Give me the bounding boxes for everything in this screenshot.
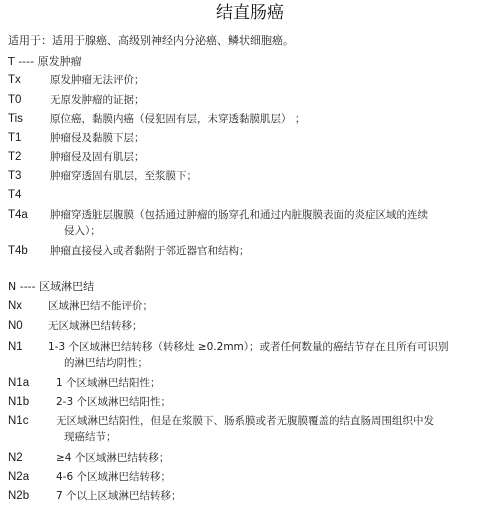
document-title: 结直肠癌	[216, 3, 284, 23]
t-code: T3	[8, 170, 22, 182]
n-code: Nx	[8, 300, 23, 312]
n-code: N0	[8, 320, 23, 332]
n-code: N1a	[8, 377, 30, 389]
n-desc: 无区域淋巴结转移；	[48, 320, 143, 332]
t-code: Tx	[8, 74, 21, 86]
n-desc: 7 个以上区域淋巴结转移；	[56, 490, 182, 502]
n-desc: 1 个区域淋巴结阳性；	[56, 377, 161, 389]
n-code: N1b	[8, 396, 30, 408]
n-desc: ≥4 个区域淋巴结转移；	[56, 452, 170, 464]
n-code: N2	[8, 452, 23, 464]
n-desc: 4-6 个区域淋巴结转移；	[56, 471, 171, 483]
t-desc-continued: 侵入）；	[64, 225, 101, 237]
t-code: T0	[8, 94, 22, 106]
n-desc: 2-3 个区域淋巴结阳性；	[56, 396, 171, 408]
t-desc: 原位癌，黏膜内癌（侵犯固有层，未穿透黏膜肌层） ；	[50, 113, 306, 125]
n-code: N2b	[8, 490, 30, 502]
n-desc: 1-3 个区域淋巴结转移（转移灶 ≥0.2mm）；或者任何数量的癌结节存在且所有可识别	[48, 341, 449, 353]
n-desc: 无区域淋巴结阳性，但是在浆膜下、肠系膜或者无腹膜覆盖的结直肠周围组织中发	[56, 415, 434, 427]
n-desc-continued: 的淋巴结均阴性；	[64, 357, 148, 369]
n-code: N1	[8, 341, 23, 353]
n-section-header: N ---- 区域淋巴结	[8, 280, 95, 293]
n-code: N2a	[8, 471, 30, 483]
n-code: N1c	[8, 415, 29, 427]
n-desc: 区域淋巴结不能评价；	[48, 300, 153, 312]
t-desc: 肿瘤侵及固有肌层；	[50, 151, 145, 163]
t-desc: 无原发肿瘤的证据；	[50, 94, 145, 106]
t-desc: 肿瘤直接侵入或者黏附于邻近器官和结构；	[50, 245, 250, 257]
t-section-header: T ---- 原发肿瘤	[8, 55, 82, 68]
t-desc: 原发肿瘤无法评价；	[50, 74, 145, 86]
t-code: Tis	[8, 113, 23, 125]
applies-to-text: 适用于：适用于腺癌、高级别神经内分泌癌、鳞状细胞癌。	[8, 34, 294, 47]
t-code: T4b	[8, 245, 28, 257]
t-desc: 肿瘤穿透固有肌层，至浆膜下；	[50, 170, 197, 182]
n-desc-continued: 现癌结节；	[64, 431, 117, 443]
t-desc: 肿瘤穿透脏层腹膜（包括通过肿瘤的肠穿孔和通过内脏腹膜表面的炎症区域的连续	[50, 209, 428, 221]
t-code: T4a	[8, 209, 28, 221]
t-code: T4	[8, 189, 22, 201]
t-code: T2	[8, 151, 22, 163]
t-code: T1	[8, 132, 22, 144]
t-desc: 肿瘤侵及黏膜下层；	[50, 132, 145, 144]
